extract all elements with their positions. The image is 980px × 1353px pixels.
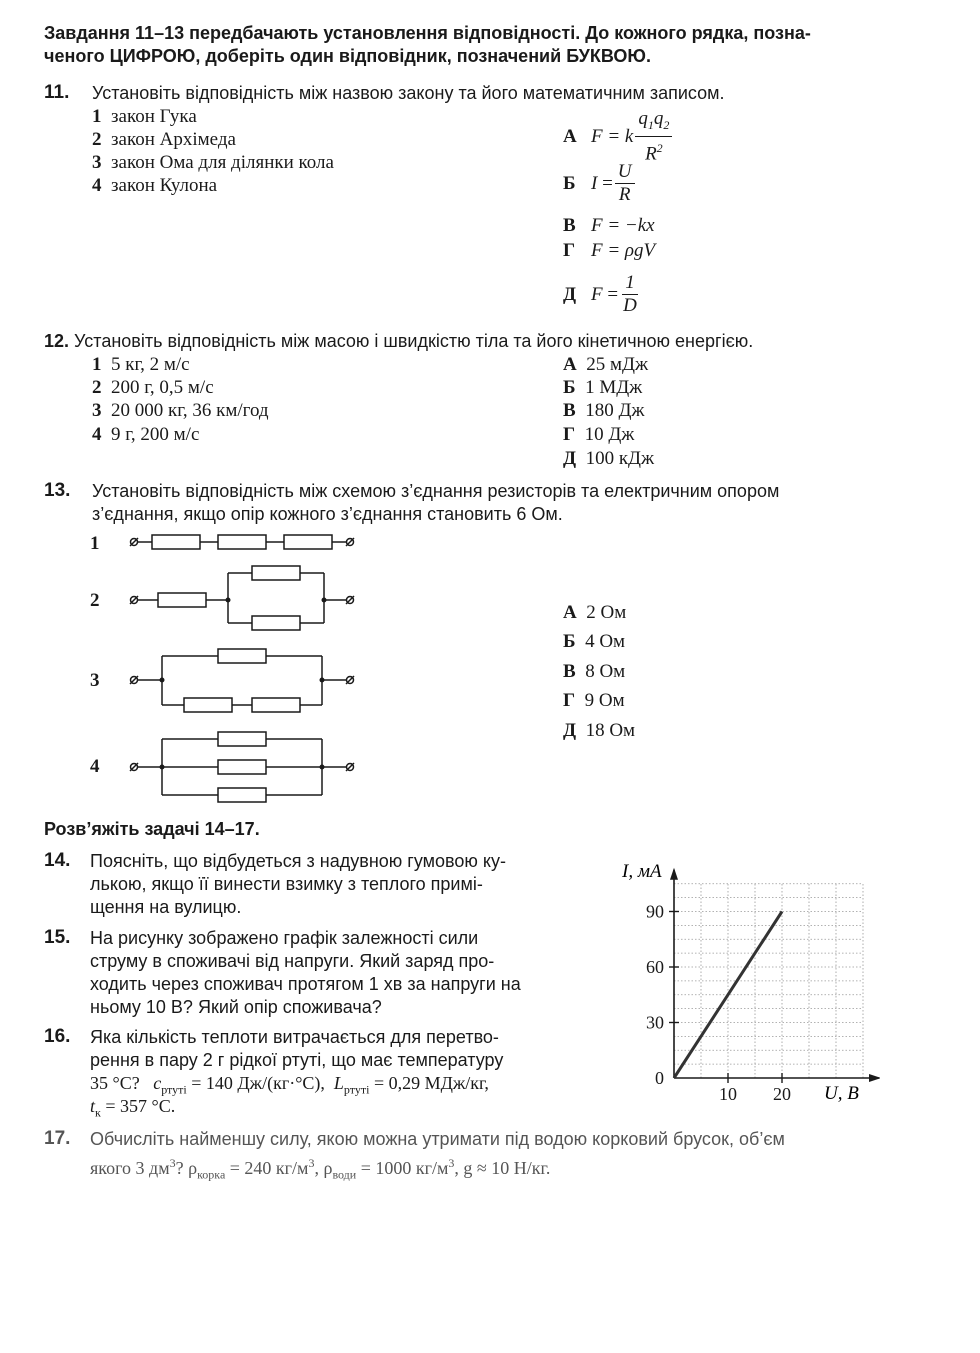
q12-item-3: 3 20 000 кг, 36 км/год [92,400,269,421]
q15-line-4: ньому 10 В? Який опір споживача? [90,997,382,1017]
scheme-4-label: 4 [90,756,100,777]
section2-title: Розв’яжіть задачі 14–17. [44,819,260,839]
q14-line-2: лькою, якщо її винести взимку з теплого примі- [90,874,483,894]
q16-number: 16. [44,1026,71,1047]
q17-number: 17. [44,1128,71,1149]
q11-answer-v: В F = −kx [563,215,655,236]
y-tick-label: 90 [646,901,664,922]
q16-line-1: Яка кількість теплоти витрачається для перетво- [90,1027,499,1047]
scheme-1-circuit [130,535,354,549]
q15-number: 15. [44,927,71,948]
q16-line-4: $t_к = 357$ °С. [90,1096,176,1120]
q16-line-2: рення в пару 2 г рідкої ртуті, що має температуру [90,1050,504,1070]
q11-answer-b: Б I = $\frac{U}{R}$ [563,161,637,206]
q11-item-2: 2 закон Архімеда [92,129,236,150]
q12-answer-v: В 180 Дж [563,400,645,421]
q17-line-1: Обчисліть найменшу силу, якою можна утримати під водою корковий брусок, об’єм [90,1129,785,1149]
y-tick-label: 0 [655,1068,664,1088]
q17-line-2: якого 3 $дм^3$? $\rho_{корка} = 240$ $кг/м^3$, $\rho_{води} = 1000$ $кг/м^3$, g ≈ 10 Н/кг. [90,1156,551,1182]
q16-line-3: 35 °С? $c_{ртуті} = 140$ Дж/(кг·°С), $L_{ртуті} = 0,29$ МДж/кг, [90,1073,489,1097]
q13-answer-a: А 2 Ом [563,602,627,623]
chart-axes [670,868,880,1082]
q13-line-2: з’єднання, якщо опір кожного з’єднання становить 6 Ом. [92,504,563,524]
q14-number: 14. [44,850,71,871]
q12-answer-d: Д 100 кДж [563,448,655,469]
q12-answer-g: Г 10 Дж [563,424,635,445]
q11-answer-g: Г F = ρgV [563,240,656,261]
intro-line-2: ченого ЦИФРОЮ, доберіть один відповідник, позначений БУКВОЮ. [44,46,651,66]
intro-line-1: Завдання 11–13 передбачають установлення відповідності. До кожного рядка, позна- [44,23,811,43]
y-tick-label: 30 [646,1012,664,1033]
q15-line-1: На рисунку зображено графік залежності сили [90,928,479,948]
scheme-2-circuit [130,566,354,630]
q14-line-3: щення на вулицю. [90,897,242,917]
q15-line-2: струму в споживачі від напруги. Який заряд про- [90,951,495,971]
chart-grid [674,884,863,1078]
q14-line-1: Поясніть, що відбудеться з надувною гумовою ку- [90,851,506,871]
resistor-schemes [0,520,380,810]
x-axis-arrow [869,1074,880,1082]
x-axis-label: U, В [824,1083,859,1104]
q13-number: 13. [44,480,71,501]
current-voltage-chart [600,845,880,1115]
y-axis-arrow [670,868,678,880]
q11-text: Установіть відповідність між назвою закону та його математичним записом. [92,83,725,103]
scheme-2-label: 2 [90,590,100,611]
y-axis-label: I, мА [622,861,662,882]
y-tick-label: 60 [646,957,664,977]
q12-item-2: 2 200 г, 0,5 м/с [92,377,214,398]
q13-line-1: Установіть відповідність між схемою з’єднання резисторів та електричним опором [92,481,780,501]
q12-item-4: 4 9 г, 200 м/с [92,424,200,445]
q12-answer-a: А 25 мДж [563,354,649,375]
q11-answer-d: Д F = $\frac{1}{D}$ [563,272,637,316]
q13-answer-v: В 8 Ом [563,661,626,682]
q15-line-3: ходить через споживач протягом 1 хв за напруги на [90,974,521,994]
x-tick-label: 20 [773,1084,791,1104]
q12-item-1: 1 5 кг, 2 м/с [92,354,190,375]
q11-number: 11. [44,82,70,103]
scheme-3-label: 3 [90,670,100,691]
q11-item-3: 3 закон Ома для ділянки кола [92,152,334,173]
q13-answer-g: Г 9 Ом [563,690,625,711]
q11-answer-a: А F = k $\frac{q_1q_2}{R^2}$ [563,108,674,165]
q13-answer-b: Б 4 Ом [563,631,626,652]
q11-item-4: 4 закон Кулона [92,175,218,196]
q13-answer-d: Д 18 Ом [563,720,636,741]
q11-item-1: 1 закон Гука [92,106,197,127]
scheme-1-label: 1 [90,533,100,554]
x-tick-label: 10 [719,1084,737,1104]
q12-answer-b: Б 1 МДж [563,377,643,398]
q12-header: 12. Установіть відповідність між масою і швидкістю тіла та його кінетичною енергією. [44,331,754,351]
